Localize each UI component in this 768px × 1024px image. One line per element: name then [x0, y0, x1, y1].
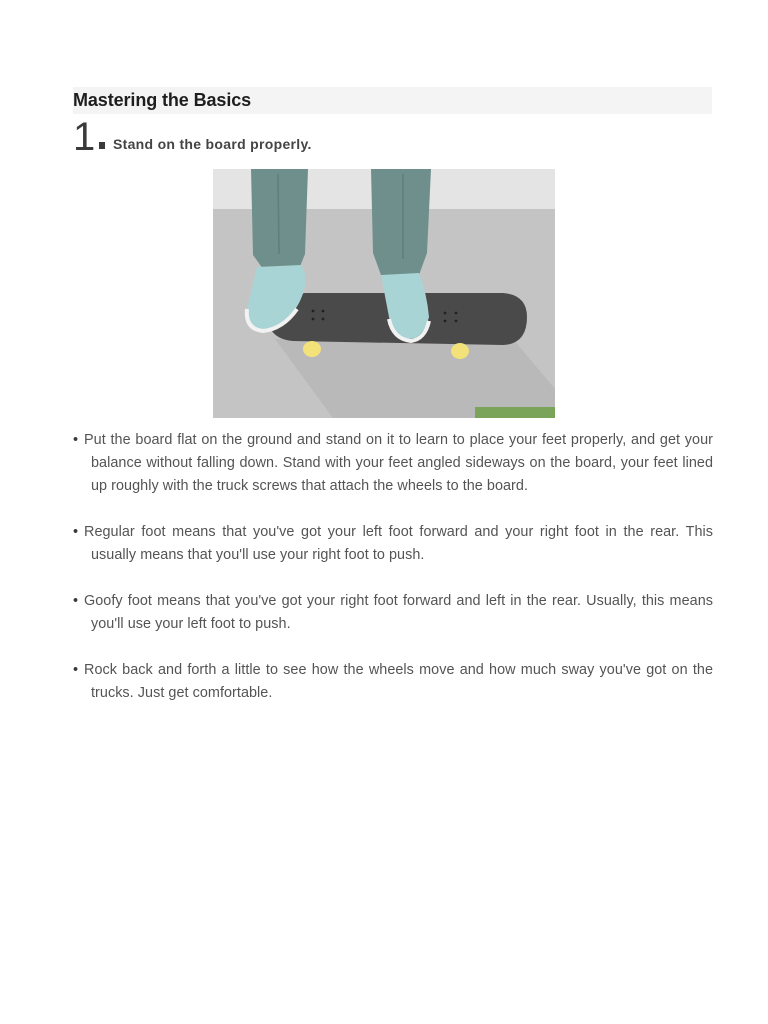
bullet-icon: •: [73, 524, 79, 540]
section-heading: [73, 87, 712, 114]
bullet-icon: •: [73, 593, 79, 609]
wikihow-watermark: [475, 407, 555, 418]
step-title: Stand on the board properly.: [113, 136, 312, 152]
instruction-list: [62, 429, 713, 728]
list-item: [62, 429, 713, 498]
list-item-text: Goofy foot means that you've got your right foot forward and left in the rear. Usually, this means you'll use your left foot to push.: [84, 593, 713, 632]
list-item: [62, 521, 713, 567]
section-heading-text: Mastering the Basics: [73, 90, 252, 110]
bullet-icon: •: [73, 662, 79, 678]
list-item: [62, 659, 713, 705]
front-wheel: [303, 341, 321, 357]
bullet-icon: •: [73, 432, 79, 448]
skateboard-illustration: [213, 169, 555, 418]
left-leg: [251, 169, 308, 269]
step-number-dot: [99, 142, 105, 149]
list-item-text: Rock back and forth a little to see how the wheels move and how much sway you've got on the trucks. Just get comfortable.: [84, 662, 713, 701]
list-item: [62, 590, 713, 636]
step-row: [73, 116, 713, 158]
step-number: 1: [73, 115, 95, 159]
list-item-text: Regular foot means that you've got your left foot forward and your right foot in the rear. This usually means that you'll use your right foot to push.: [84, 524, 713, 563]
back-wheel: [451, 343, 469, 359]
right-leg: [371, 169, 431, 275]
list-item-text: Put the board flat on the ground and stand on it to learn to place your feet properly, and get your balance without falling down. Stand with your feet angled sideways on the board, your feet lined up roughly with the truck screws that attach the wheels to the board.: [84, 432, 713, 494]
